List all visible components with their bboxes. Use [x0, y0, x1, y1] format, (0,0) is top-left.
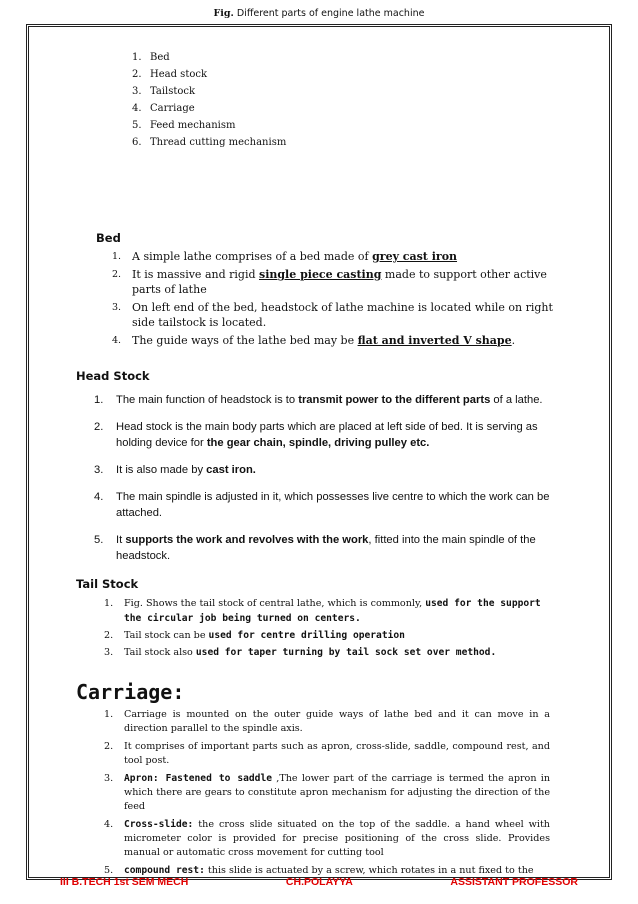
- item-text: The main spindle is adjusted in it, which possesses live centre to which the work can be attached.: [116, 491, 550, 519]
- item-text: Fig. Shows the tail stock of central lathe, which is commonly, used for the support the circular job being turned on centers.: [124, 598, 541, 624]
- carriage-item: [104, 740, 550, 768]
- item-text: It is also made by cast iron.: [116, 464, 256, 476]
- head-stock-item: [94, 462, 574, 478]
- item-number: 4.: [104, 819, 114, 830]
- parts-list: [132, 52, 286, 154]
- item-number: 5.: [104, 865, 114, 876]
- bed-list: [112, 249, 572, 351]
- item-number: 2.: [104, 630, 114, 641]
- item-text: Thread cutting mechanism: [150, 137, 287, 148]
- footer-course: III B.TECH 1st SEM MECH: [60, 876, 189, 888]
- item-text: Tail stock also used for taper turning by tail sock set over method.: [124, 647, 497, 658]
- caption-prefix: Fig.: [213, 8, 234, 19]
- carriage-list: [104, 708, 550, 882]
- item-text: It is massive and rigid single piece casting made to support other active parts of lathe: [132, 268, 547, 296]
- parts-list-item: [132, 86, 286, 97]
- parts-list-item: [132, 103, 286, 114]
- item-text: It comprises of important parts such as apron, cross-slide, saddle, compound rest, and tool post.: [124, 741, 550, 766]
- footer-author: CH.POLAYYA: [285, 876, 353, 888]
- item-number: 5.: [94, 534, 104, 546]
- tail-stock-list: [104, 596, 554, 662]
- item-number: 1.: [104, 709, 114, 720]
- item-number: 1.: [132, 52, 142, 63]
- item-number: 5.: [132, 120, 142, 131]
- item-text: Feed mechanism: [150, 120, 236, 131]
- item-text: Apron: Fastened to saddle ,The lower part of the carriage is termed the apron in which there are gears to constitute apron mechanism for adjusting the direction of the feed: [124, 773, 550, 812]
- item-number: 3.: [94, 464, 104, 476]
- head-stock-item: [94, 489, 574, 521]
- head-stock-item: [94, 532, 574, 564]
- item-text: compound rest: this slide is actuated by a screw, which rotates in a nut fixed to the: [124, 865, 534, 876]
- item-number: 2.: [104, 741, 114, 752]
- item-text: Tail stock can be used for centre drilling operation: [124, 630, 405, 641]
- bed-item: [112, 300, 572, 330]
- head-stock-item: [94, 392, 574, 408]
- carriage-item: [104, 708, 550, 736]
- item-text: Cross-slide: the cross slide situated on the top of the saddle. a hand wheel with micrometer color is provided for precise positioning of the cross slide. Provides manual or automatic cross movement for cutting tool: [124, 819, 550, 858]
- item-number: 6.: [132, 137, 142, 148]
- page-footer: [60, 876, 578, 888]
- carriage-item: [104, 772, 550, 814]
- item-number: 4.: [132, 103, 142, 114]
- bed-heading: Bed: [96, 231, 121, 245]
- head-stock-item: [94, 419, 574, 451]
- item-number: 2.: [112, 269, 122, 280]
- item-number: 4.: [112, 335, 122, 346]
- item-text: The guide ways of the lathe bed may be flat and inverted V shape.: [132, 334, 516, 347]
- item-number: 1.: [112, 251, 122, 262]
- item-number: 3.: [104, 647, 114, 658]
- item-text: Carriage: [150, 103, 195, 114]
- bed-item: [112, 333, 572, 348]
- item-text: On left end of the bed, headstock of lathe machine is located while on right side tailstock is located.: [132, 301, 553, 329]
- parts-list-item: [132, 69, 286, 80]
- item-number: 1.: [104, 598, 114, 609]
- bed-item: [112, 249, 572, 264]
- tail-stock-item: [104, 645, 554, 660]
- item-number: 4.: [94, 491, 104, 503]
- head-stock-list: [94, 392, 574, 575]
- item-text: Head stock: [150, 69, 208, 80]
- item-number: 1.: [94, 394, 104, 406]
- parts-list-item: [132, 120, 286, 131]
- item-text: Tailstock: [150, 86, 196, 97]
- item-text: The main function of headstock is to transmit power to the different parts of a lathe.: [116, 394, 543, 406]
- item-number: 3.: [132, 86, 142, 97]
- caption-text: Different parts of engine lathe machine: [236, 8, 425, 19]
- parts-list-item: [132, 52, 286, 63]
- item-number: 3.: [104, 773, 114, 784]
- tail-stock-heading: Tail Stock: [76, 577, 139, 591]
- carriage-heading: Carriage:: [76, 680, 185, 704]
- item-text: A simple lathe comprises of a bed made of grey cast iron: [132, 250, 458, 263]
- tail-stock-item: [104, 596, 554, 626]
- carriage-item: [104, 818, 550, 860]
- bed-item: [112, 267, 572, 297]
- item-text: Carriage is mounted on the outer guide ways of lathe bed and it can move in a direction parallel to the spindle axis.: [124, 709, 550, 734]
- item-text: It supports the work and revolves with the work, fitted into the main spindle of the headstock.: [116, 534, 536, 562]
- item-number: 2.: [94, 421, 104, 433]
- figure-caption: [0, 8, 638, 19]
- item-text: Head stock is the main body parts which are placed at left side of bed. It is serving as holding device for the gear chain, spindle, driving pulley etc.: [116, 421, 538, 449]
- item-text: Bed: [150, 52, 170, 63]
- item-number: 2.: [132, 69, 142, 80]
- footer-designation: ASSISTANT PROFESSOR: [450, 876, 578, 888]
- head-stock-heading: Head Stock: [76, 369, 150, 383]
- tail-stock-item: [104, 628, 554, 643]
- parts-list-item: [132, 137, 286, 148]
- item-number: 3.: [112, 302, 122, 313]
